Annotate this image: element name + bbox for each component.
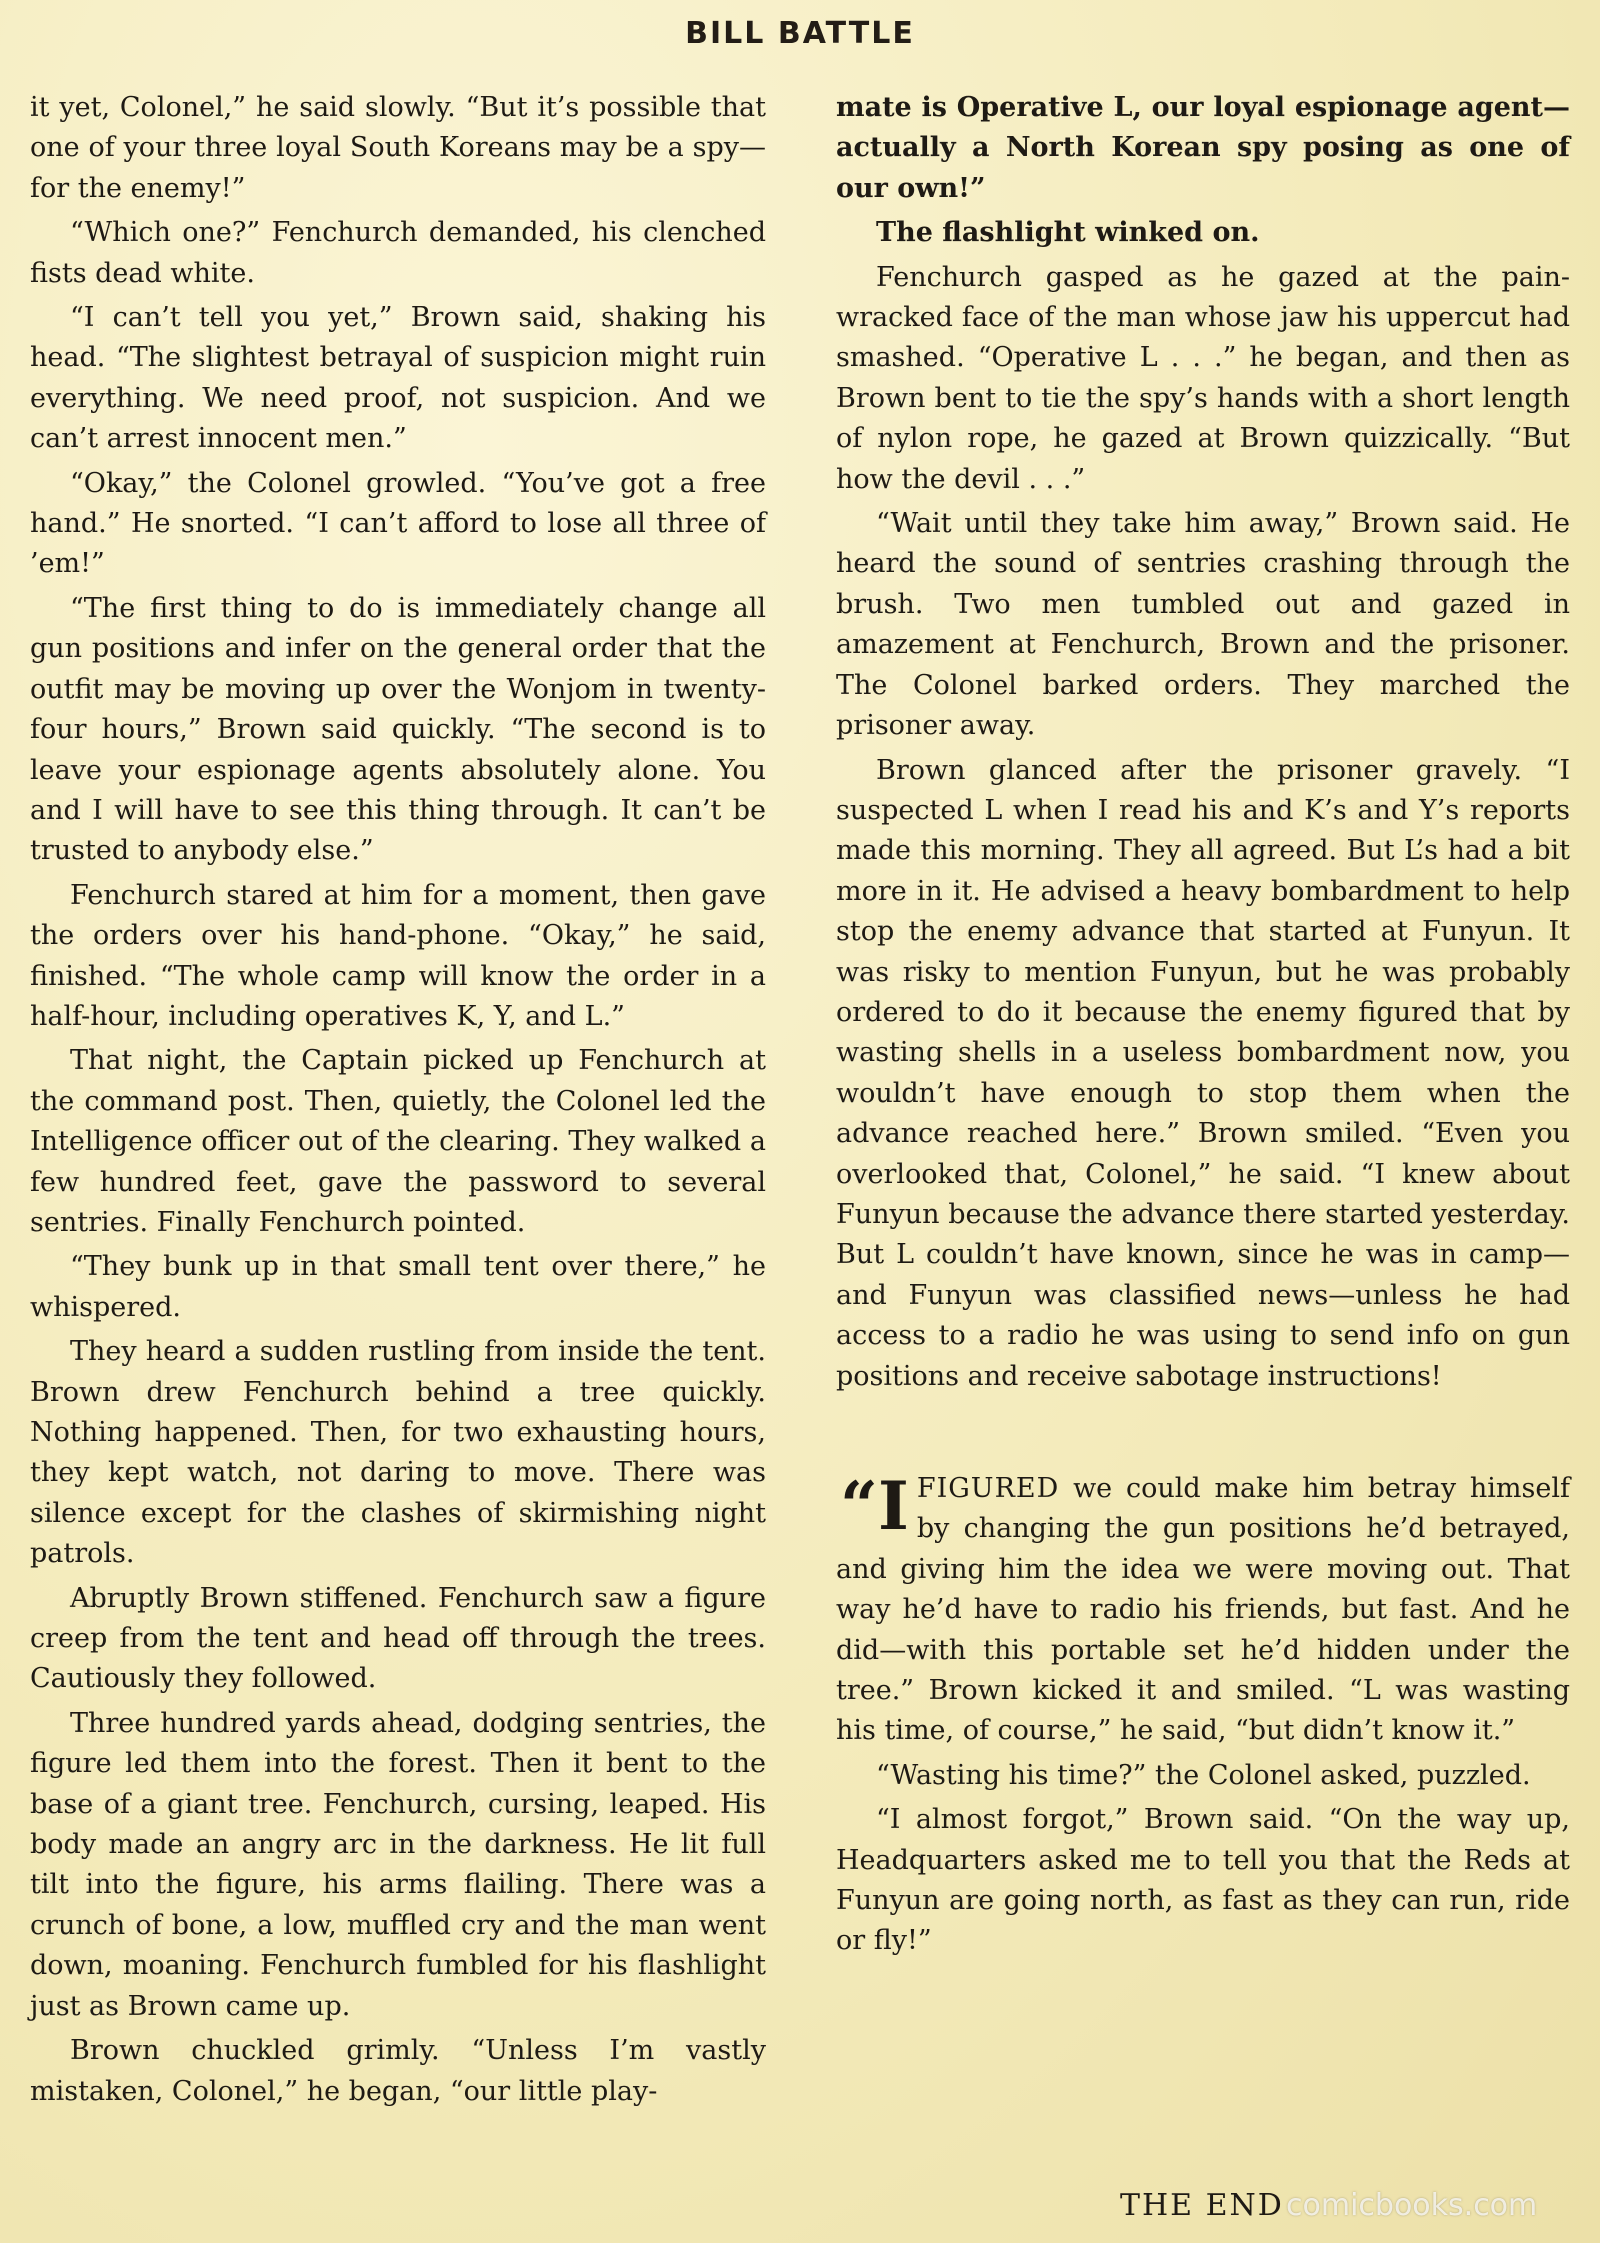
paragraph: “Wait until they take him away,” Brown said. He heard the sound of sentries crashing through the brush. Two men tumbled out and gazed in amazement at Fenchurch, Brown and the prisoner. The Colonel barked orders. They marched the prisoner away.: [836, 508, 1570, 742]
paragraph: Fenchurch stared at him for a moment, then gave the orders over his hand-phone. “Okay,” he said, finished. “The whole camp will know the order in a half-hour, including operatives K, Y, and L.”: [30, 879, 766, 1032]
left-column: [30, 88, 766, 2116]
paragraph: mate is Operative L, our loyal espionage agent—actually a North Korean spy posing as one of our own!”: [836, 92, 1570, 204]
paragraph: “I almost forgot,” Brown said. “On the way up, Headquarters asked me to tell you that the Reds at Funyun are going north, as fast as they can run, ride or fly!”: [836, 1804, 1570, 1957]
page-title: BILL BATTLE: [685, 16, 915, 51]
paragraph: Three hundred yards ahead, dodging sentries, the figure led them into the forest. Then it bent to the base of a giant tree. Fenchurch, cursing, leaped. His body made an angry arc in the darkness. He lit full tilt into the figure, his arms flailing. There was a crunch of bone, a low, muffled cry and the man went down, moaning. Fenchurch fumbled for his flashlight just as Brown came up.: [30, 1707, 766, 2022]
paragraph: They heard a sudden rustling from inside the tent. Brown drew Fenchurch behind a tree quickly. Nothing happened. Then, for two exhausting hours, they kept watch, not daring to move. There was silence except for the clashes of skirmishing night patrols.: [30, 1336, 766, 1570]
paragraph: “Wasting his time?” the Colonel asked, puzzled.: [876, 1759, 1531, 1791]
paragraph: Brown chuckled grimly. “Unless I’m vastly mistaken, Colonel,” he began, “our little play-: [30, 2035, 766, 2107]
paragraph: Abruptly Brown stiffened. Fenchurch saw a figure creep from the tent and head off through the trees. Cautiously they followed.: [30, 1582, 766, 1695]
right-column: [836, 88, 1570, 1966]
paragraph: The flashlight winked on.: [876, 217, 1260, 249]
the-end-label: THE END: [1120, 2188, 1284, 2223]
paragraph-text: we could make him betray himself by changing the gun positions he’d betrayed, and giving him the idea we were moving out. That way he’d have to radio his friends, but fast. And he did—with this portable set he’d hidden under the tree.” Brown kicked it and smiled. “L was wasting his time, of course,” he said, “but didn’t know it.”: [836, 1473, 1570, 1747]
paragraph: “They bunk up in that small tent over there,” he whispered.: [30, 1251, 766, 1323]
paragraph: That night, the Captain picked up Fenchurch at the command post. Then, quietly, the Colonel led the Intelligence officer out of the clearing. They walked a few hundred feet, gave the password to several sentries. Finally Fenchurch pointed.: [30, 1045, 766, 1238]
paragraph: Brown glanced after the prisoner gravely. “I suspected L when I read his and K’s and Y’s reports made this morning. They all agreed. But L’s had a bit more in it. He advised a heavy bombardment to help stop the enemy advance that started at Funyun. It was risky to mention Funyun, but he was probably ordered to do it because the enemy figured that by wasting shells in a useless bombardment now, you wouldn’t have enough to stop them when the advance reached here.” Brown smiled. “Even you overlooked that, Colonel,” he said. “I knew about Funyun because the advance there started yesterday. But L couldn’t have known, since he was in camp—and Funyun was classified news—unless he had access to a radio he was using to send info on gun positions and receive sabotage instructions!: [836, 754, 1570, 1392]
final-section-opening: [836, 1469, 1570, 1752]
section-break: [836, 1401, 1570, 1469]
lead-in: FIGURED: [916, 1473, 1060, 1504]
watermark: comicbooks.com: [1286, 2188, 1538, 2223]
paragraph: Fenchurch gasped as he gazed at the pain-wracked face of the man whose jaw his uppercut had smashed. “Operative L . . .” he began, and then as Brown bent to tie the spy’s hands with a short length of nylon rope, he gazed at Brown quizzically. “But how the devil . . .”: [836, 261, 1570, 495]
paragraph: “Which one?” Fenchurch demanded, his clenched fists dead white.: [30, 217, 766, 289]
paragraph: “The first thing to do is immediately change all gun positions and infer on the general order that the outfit may be moving up over the Wonjom in twenty-four hours,” Brown said quickly. “The second is to leave your espionage agents absolutely alone. You and I will have to see this thing through. It can’t be trusted to anybody else.”: [30, 592, 766, 867]
paragraph: it yet, Colonel,” he said slowly. “But it’s possible that one of your three loyal South Koreans may be a spy—for the enemy!”: [30, 92, 766, 204]
paragraph: “I can’t tell you yet,” Brown said, shaking his head. “The slightest betrayal of suspicion might ruin everything. We need proof, not suspicion. And we can’t arrest innocent men.”: [30, 302, 766, 455]
drop-cap: “I: [840, 1467, 909, 1545]
paragraph: “Okay,” the Colonel growled. “You’ve got a free hand.” He snorted. “I can’t afford to lose all three of ’em!”: [30, 467, 766, 580]
